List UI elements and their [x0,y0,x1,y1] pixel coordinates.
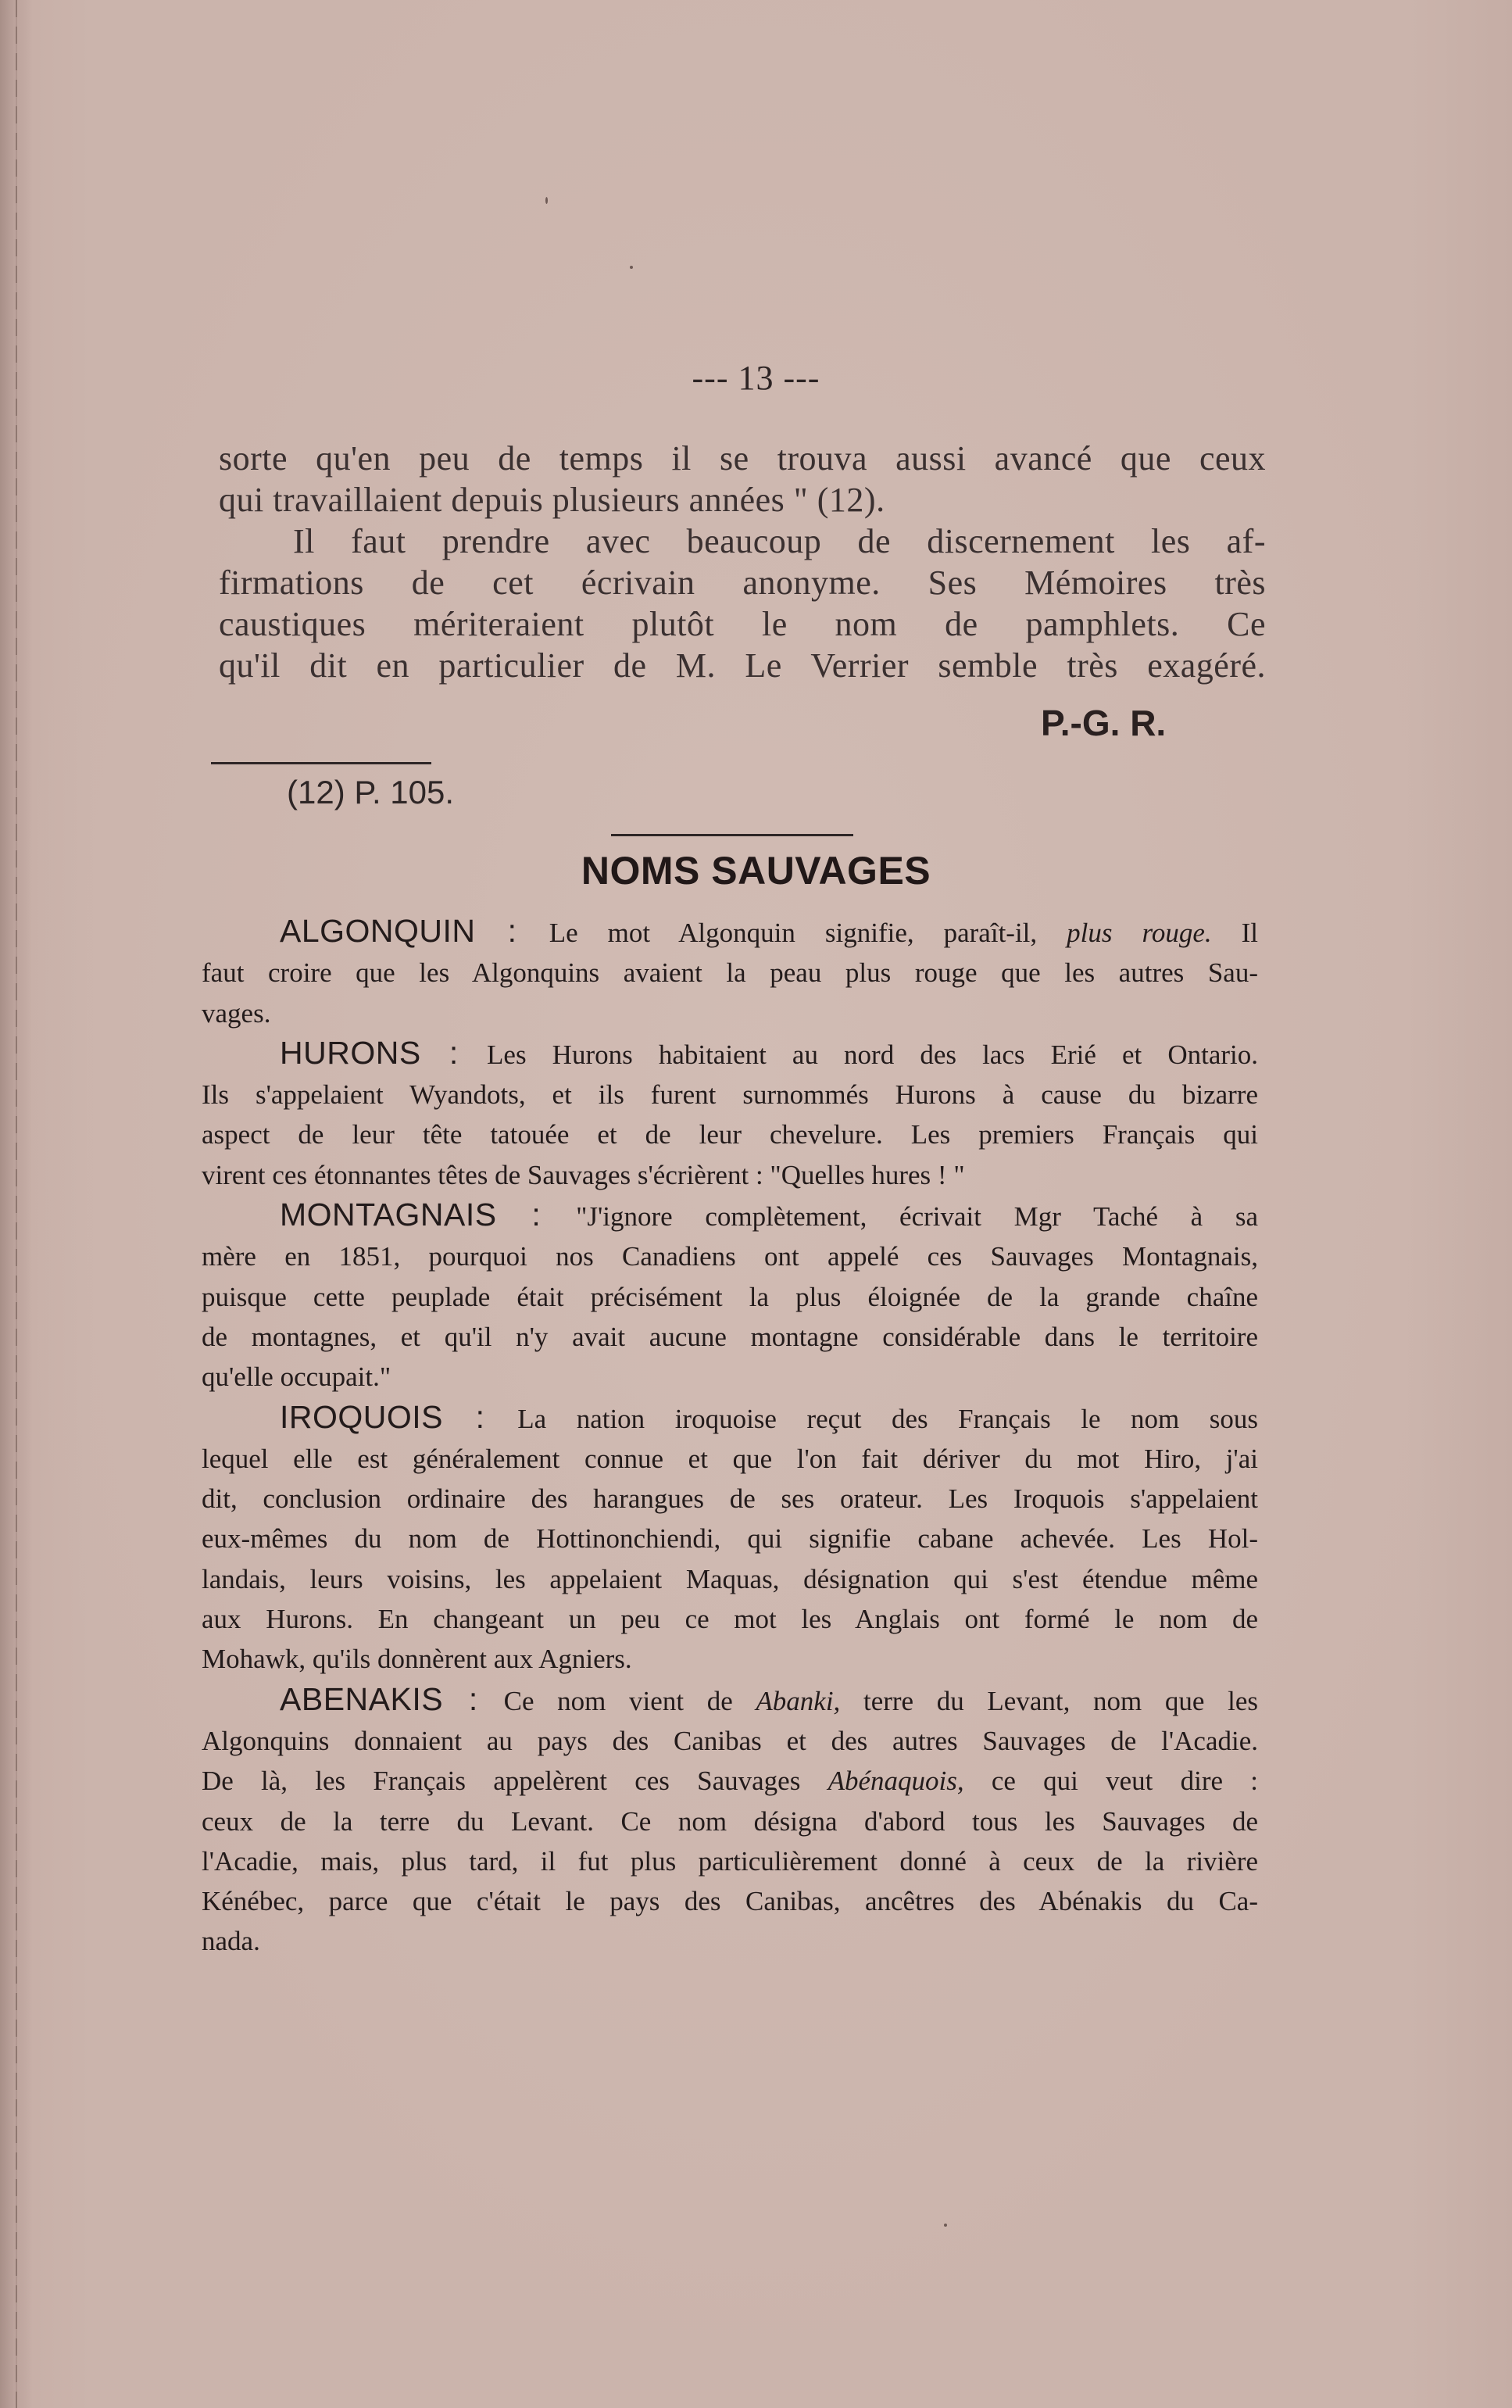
comment-line: caustiques mériteraient plutôt le nom de pamphlets. Ce [219,605,1266,643]
glossary-entry [202,1397,1258,1680]
glossary-line: landais, leurs voisins, les appelaient Maquas, désignation qui s'est étendue même [202,1563,1258,1594]
glossary-term: HURONS : [280,1034,488,1071]
glossary-line: lequel elle est généralement connue et que l'on fait dériver du mot Hiro, j'ai [202,1443,1258,1474]
italic-word: plus rouge. [1067,918,1212,948]
glossary-line: eux-mêmes du nom de Hottinonchiendi, qui signifie cabane achevée. Les Hol- [202,1523,1258,1555]
glossary-entry [202,1033,1258,1195]
glossary-line: aspect de leur tête tatouée et de leur chevelure. Les premiers Français qui [202,1119,1258,1150]
comment-line: qu'il dit en particulier de M. Le Verrier semble très exagéré. [219,646,1266,685]
glossary-line: aux Hurons. En changeant un peu ce mot les Anglais ont formé le nom de [202,1604,1258,1635]
page-number: --- 13 --- [692,359,820,397]
intro-line: qui travaillaient depuis plusieurs années " (12). [219,481,885,519]
comment-line: firmations de cet écrivain anonyme. Ses Mémoires très [219,564,1266,602]
glossary-line: nada. [202,1926,260,1957]
author-signature: P.-G. R. [1041,703,1167,743]
glossary-term: MONTAGNAIS : [280,1197,577,1233]
glossary-term: IROQUOIS : [280,1398,518,1435]
glossary-line: MONTAGNAIS : "J'ignore complètement, écrivait Mgr Taché à sa [280,1197,1258,1233]
glossary-entry [202,1680,1258,1962]
paper-speck [944,2224,947,2227]
intro-quote-end [219,438,1266,521]
glossary-line: Ils s'appelaient Wyandots, et ils furent surnommés Hurons à cause du bizarre [202,1079,1258,1111]
glossary-entry [202,911,1258,1033]
section-title: NOMS SAUVAGES [581,849,931,893]
glossary-line: qu'elle occupait." [202,1361,391,1393]
glossary-entry [202,1195,1258,1397]
glossary-line: De là, les Français appelèrent ces Sauvages Abénaquois, ce qui veut dire : [202,1766,1258,1797]
paper-speck [545,197,548,204]
glossary-line: ABENAKIS : Ce nom vient de Abanki, terre du Levant, nom que les [280,1680,1259,1717]
glossary-line: de montagnes, et qu'il n'y avait aucune montagne considérable dans le territoire [202,1321,1258,1352]
glossary-line: Mohawk, qu'ils donnèrent aux Agniers. [202,1644,632,1675]
glossary-line: puisque cette peuplade était précisément la plus éloignée de la grande chaîne [202,1281,1258,1312]
glossary-line: faut croire que les Algonquins avaient la peau plus rouge que les autres Sau- [202,957,1258,989]
editor-comment [219,521,1266,686]
glossary-line: l'Acadie, mais, plus tard, il fut plus particulièrement donné à ceux de la rivière [202,1845,1258,1877]
glossary-line: dit, conclusion ordinaire des harangues de ses orateur. Les Iroquois s'appelaient [202,1483,1258,1515]
glossary-line: mère en 1851, pourquoi nos Canadiens ont appelé ces Sauvages Montagnais, [202,1241,1258,1272]
glossary-line: Algonquins donnaient au pays des Canibas et des autres Sauvages de l'Acadie. [202,1725,1258,1756]
glossary-line: ALGONQUIN : Le mot Algonquin signifie, paraît-il, plus rouge. Il [280,913,1258,949]
glossary-line: HURONS : Les Hurons habitaient au nord des lacs Erié et Ontario. [280,1034,1258,1071]
italic-word: Abanki, [756,1685,841,1716]
footnote: (12) P. 105. [287,774,455,810]
glossary-line: ceux de la terre du Levant. Ce nom désigna d'abord tous les Sauvages de [202,1805,1258,1837]
intro-line: sorte qu'en peu de temps il se trouva aussi avancé que ceux [219,439,1266,478]
section-title-rule [611,834,853,836]
glossary-line: IROQUOIS : La nation iroquoise reçut des Français le nom sous [280,1398,1258,1435]
glossary-term: ALGONQUIN : [280,913,549,949]
italic-word: Abénaquois, [827,1766,964,1797]
glossary-line: virent ces étonnantes têtes de Sauvages s'écrièrent : "Quelles hures ! " [202,1159,965,1190]
comment-line: Il faut prendre avec beaucoup de discernement les af- [293,522,1266,560]
glossary-line: vages. [202,997,271,1029]
glossary-term: ABENAKIS : [280,1680,504,1717]
footnote-divider [211,762,431,764]
paper-speck [630,266,633,269]
glossary-line: Kénébec, parce que c'était le pays des Canibas, ancêtres des Abénakis du Ca- [202,1886,1258,1917]
names-glossary [202,911,1258,1962]
